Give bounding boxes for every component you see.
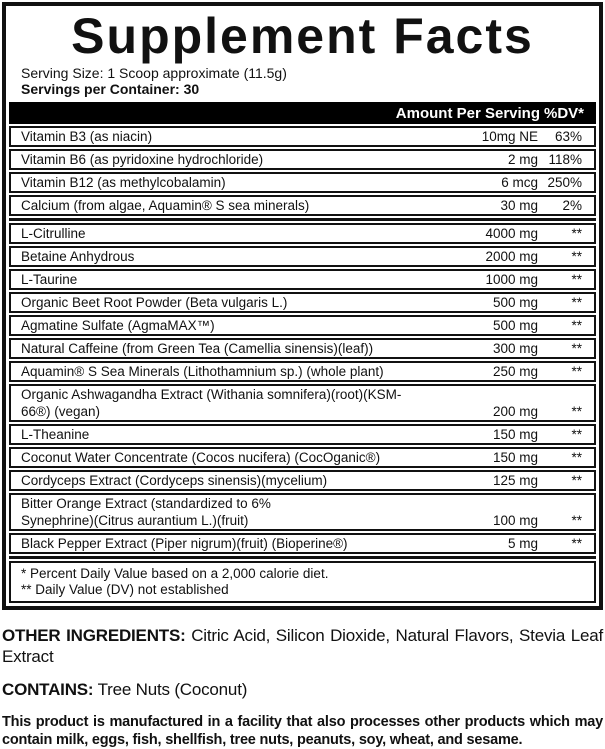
ingredient-name: Vitamin B3 (as niacin) bbox=[21, 129, 153, 144]
ingredient-dv: 250% bbox=[547, 175, 582, 190]
ingredient-name: Vitamin B12 (as methylcobalamin) bbox=[21, 175, 226, 190]
ingredient-row-cordyceps-extract bbox=[9, 470, 596, 491]
ingredient-name: Black Pepper Extract (Piper nigrum)(fruit) (Bioperine®) bbox=[21, 536, 348, 551]
ingredient-row-agmatine-sulfate bbox=[9, 315, 596, 336]
ingredient-amount: 1000 mg bbox=[485, 272, 538, 287]
ingredient-amount: 2 mg bbox=[507, 152, 538, 167]
section-divider bbox=[9, 218, 596, 221]
servings-per-container: Servings per Container: 30 bbox=[21, 81, 200, 97]
ingredient-dv: ** bbox=[571, 427, 582, 442]
ingredient-row-natural-caffeine bbox=[9, 338, 596, 359]
ingredient-name: Vitamin B6 (as pyridoxine hydrochloride) bbox=[21, 152, 264, 167]
ingredient-amount: 30 mg bbox=[500, 198, 538, 213]
panel-title: Supplement Facts bbox=[71, 8, 534, 64]
allergen-facility-notice: This product is manufactured in a facility that also processes other products which may contain milk, eggs, fish, shellfish, tree nuts, peanuts, soy, wheat, and sesame. bbox=[2, 714, 603, 748]
ingredient-name: L-Citrulline bbox=[21, 226, 86, 241]
ingredient-amount: 250 mg bbox=[492, 364, 538, 379]
supplement-facts-panel bbox=[2, 2, 603, 610]
footnote-daily-value: * Percent Daily Value based on a 2,000 calorie diet. bbox=[21, 566, 329, 581]
ingredient-dv: ** bbox=[571, 473, 582, 488]
column-header-bar bbox=[9, 102, 596, 124]
ingredient-name: Agmatine Sulfate (AgmaMAX™) bbox=[21, 318, 215, 333]
ingredient-name: Betaine Anhydrous bbox=[21, 249, 135, 264]
ingredient-amount: 125 mg bbox=[492, 473, 538, 488]
ingredient-dv: ** bbox=[571, 364, 582, 379]
ingredient-name: Calcium (from algae, Aquamin® S sea minerals) bbox=[21, 198, 310, 213]
ingredient-dv: ** bbox=[571, 341, 582, 356]
ingredient-name: Cordyceps Extract (Cordyceps sinensis)(mycelium) bbox=[21, 473, 328, 488]
ingredient-dv: ** bbox=[571, 295, 582, 310]
ingredient-name-line1: Bitter Orange Extract (standardized to 6% bbox=[21, 496, 271, 511]
contains-section bbox=[2, 679, 603, 700]
ingredient-dv: ** bbox=[571, 318, 582, 333]
serving-size: Serving Size: 1 Scoop approximate (11.5g) bbox=[21, 65, 287, 81]
ingredient-row-calcium bbox=[9, 195, 596, 216]
ingredient-row-l-theanine bbox=[9, 424, 596, 445]
section-divider bbox=[9, 556, 596, 559]
ingredient-row-ashwagandha-extract bbox=[9, 384, 596, 422]
other-ingredients-list: Citric Acid, Silicon Dioxide, Natural Flavors, Stevia Leaf Extract bbox=[2, 626, 603, 666]
other-ingredients-label: OTHER INGREDIENTS: bbox=[2, 626, 186, 645]
footnote-dv-not-established: ** Daily Value (DV) not established bbox=[21, 582, 229, 597]
ingredient-name: L-Taurine bbox=[21, 272, 78, 287]
other-ingredients-section bbox=[2, 625, 603, 667]
ingredient-dv: ** bbox=[571, 450, 582, 465]
ingredient-row-black-pepper-extract bbox=[9, 533, 596, 554]
ingredient-amount: 200 mg bbox=[492, 404, 538, 419]
ingredient-row-l-citrulline bbox=[9, 223, 596, 244]
ingredient-amount: 2000 mg bbox=[485, 249, 538, 264]
ingredient-amount: 150 mg bbox=[492, 450, 538, 465]
ingredient-amount: 150 mg bbox=[492, 427, 538, 442]
ingredient-dv: ** bbox=[571, 536, 582, 551]
ingredient-name: Natural Caffeine (from Green Tea (Camellia sinensis)(leaf)) bbox=[21, 341, 374, 356]
ingredient-row-l-taurine bbox=[9, 269, 596, 290]
ingredient-row-beet-root-powder bbox=[9, 292, 596, 313]
ingredient-dv: ** bbox=[571, 513, 582, 528]
ingredient-dv: ** bbox=[571, 226, 582, 241]
amount-column-header: Amount Per Serving bbox=[395, 104, 540, 122]
ingredient-name-line2: Synephrine)(Citrus aurantium L.)(fruit) bbox=[21, 513, 249, 528]
ingredient-name: Coconut Water Concentrate (Cocos nucifera) (CocOganic®) bbox=[21, 450, 381, 465]
dv-column-header: %DV* bbox=[543, 104, 584, 122]
ingredient-row-vitamin-b12 bbox=[9, 172, 596, 193]
ingredient-amount: 300 mg bbox=[492, 341, 538, 356]
ingredient-amount: 100 mg bbox=[492, 513, 538, 528]
ingredient-row-coconut-water-concentrate bbox=[9, 447, 596, 468]
ingredient-amount: 5 mg bbox=[507, 536, 538, 551]
footnotes-box bbox=[9, 561, 596, 603]
ingredient-dv: 118% bbox=[548, 152, 582, 167]
ingredient-name: Organic Beet Root Powder (Beta vulgaris L.) bbox=[21, 295, 288, 310]
bottom-text-area bbox=[0, 625, 605, 749]
ingredient-row-vitamin-b6 bbox=[9, 149, 596, 170]
ingredient-row-aquamin-sea-minerals bbox=[9, 361, 596, 382]
ingredient-amount: 4000 mg bbox=[485, 226, 538, 241]
ingredient-row-bitter-orange-extract bbox=[9, 493, 596, 531]
ingredient-amount: 6 mcg bbox=[501, 175, 538, 190]
contains-label: CONTAINS: bbox=[2, 680, 94, 699]
contains-list: Tree Nuts (Coconut) bbox=[97, 680, 248, 699]
ingredient-dv: ** bbox=[571, 249, 582, 264]
ingredient-name: Organic Ashwagandha Extract (Withania somnifera)(root)(KSM-66®) (vegan) bbox=[21, 387, 402, 419]
ingredient-row-vitamin-b3 bbox=[9, 126, 596, 147]
ingredient-name: Aquamin® S Sea Minerals (Lithothamnium sp.) (whole plant) bbox=[21, 364, 384, 379]
ingredient-amount: 10mg NE bbox=[481, 129, 538, 144]
ingredient-name: L-Theanine bbox=[21, 427, 90, 442]
ingredient-dv: ** bbox=[571, 272, 582, 287]
ingredient-row-betaine-anhydrous bbox=[9, 246, 596, 267]
ingredient-dv: 2% bbox=[562, 198, 582, 213]
ingredient-dv: ** bbox=[571, 404, 582, 419]
ingredient-amount: 500 mg bbox=[492, 295, 538, 310]
ingredient-name bbox=[11, 495, 428, 529]
ingredient-amount: 500 mg bbox=[492, 318, 538, 333]
ingredient-dv: 63% bbox=[554, 129, 582, 144]
